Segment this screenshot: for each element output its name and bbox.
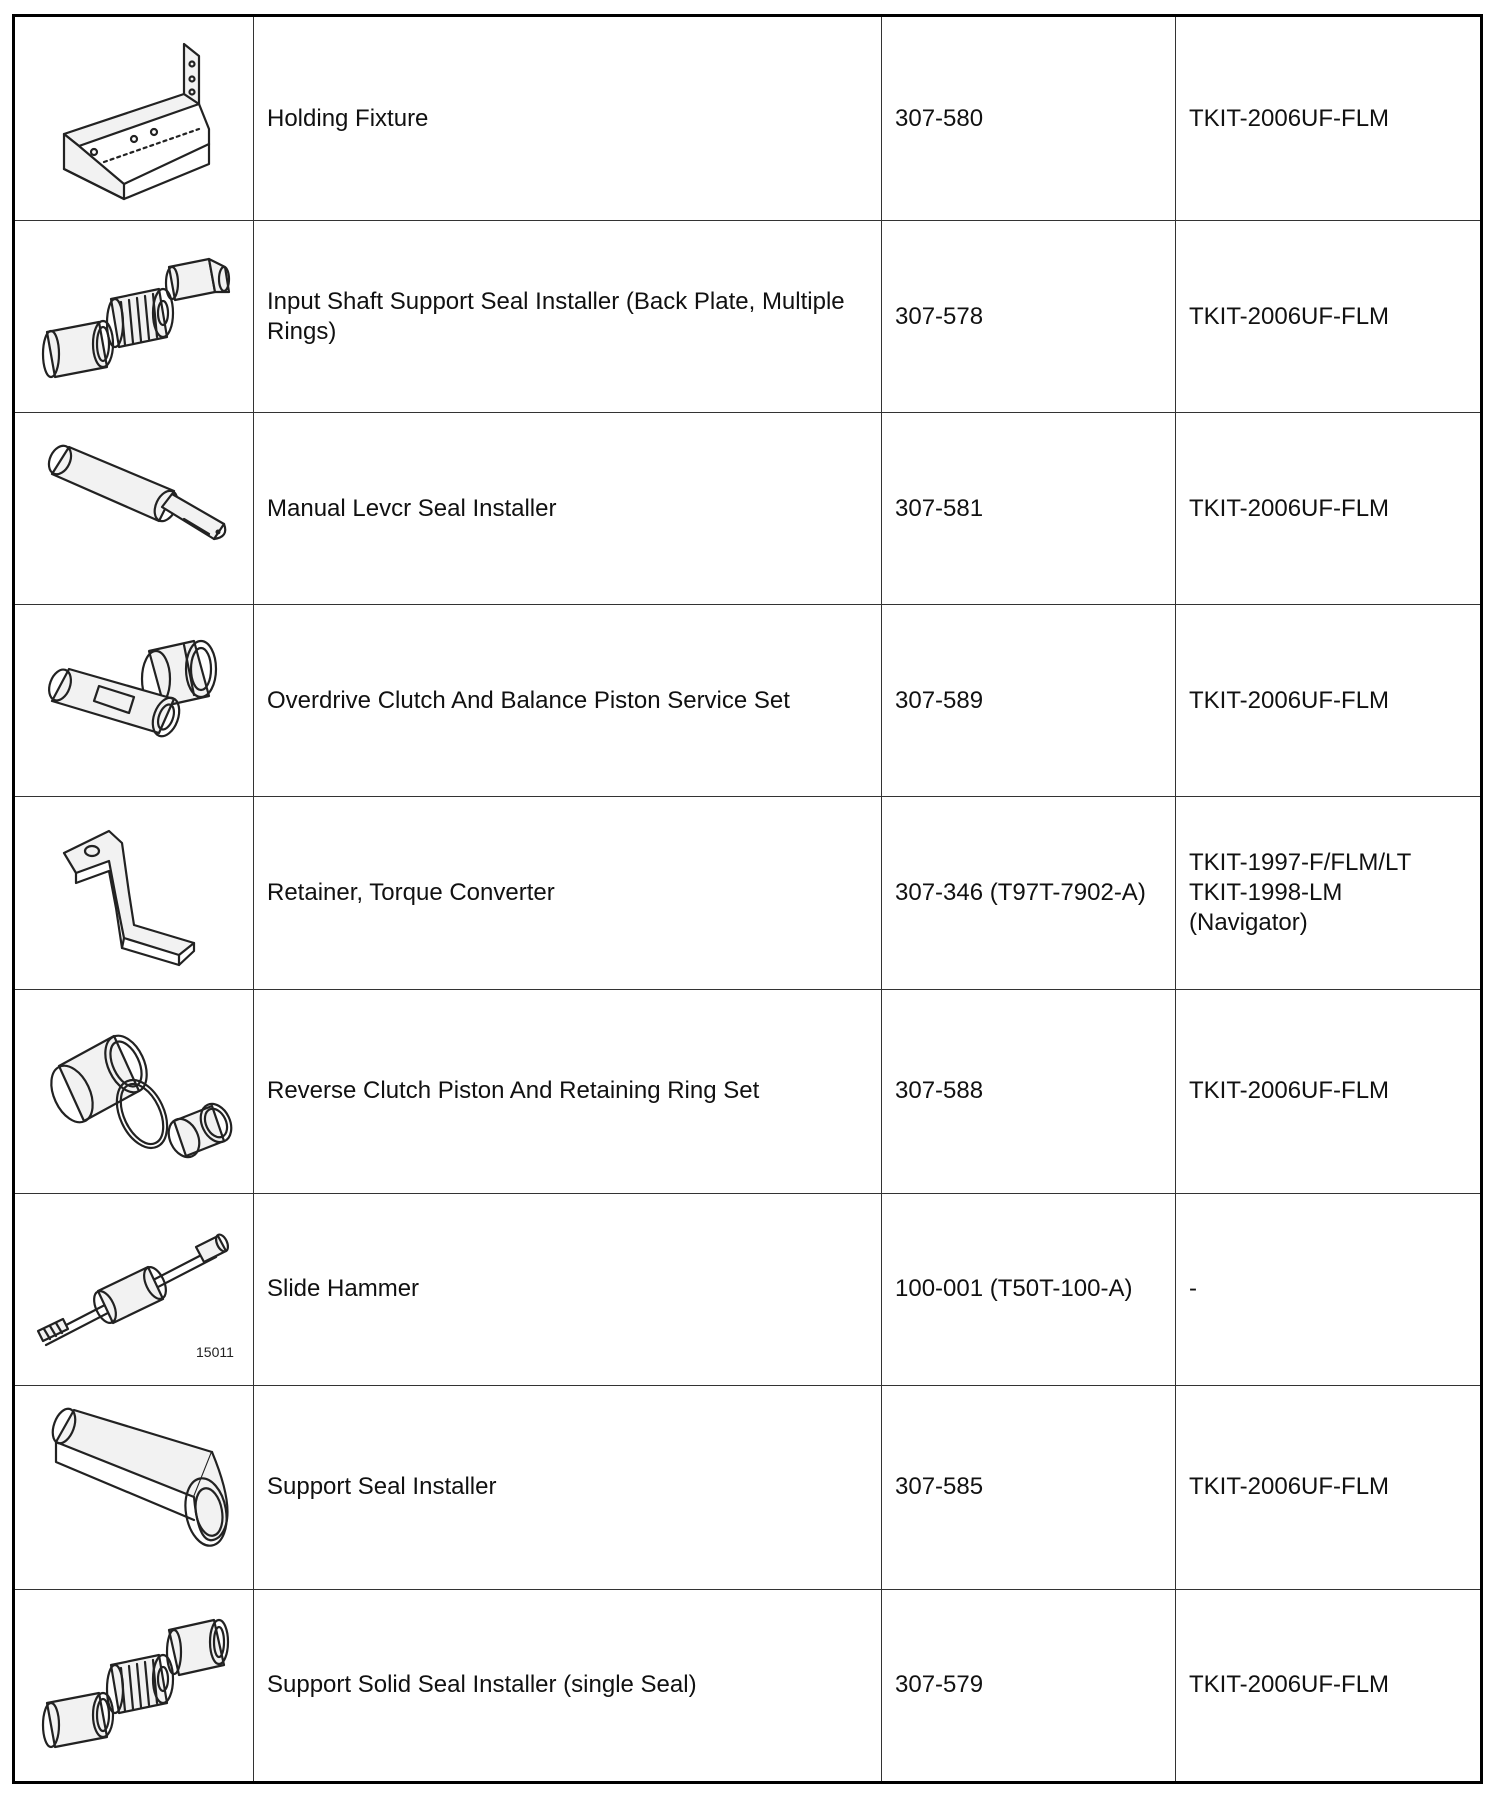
tool-kit: TKIT-2006UF-FLM [1176,1589,1482,1782]
tool-number: 307-589 [882,605,1176,797]
manual-lever-seal-installer-icon [34,429,234,589]
table-row [14,1193,1482,1385]
tool-name: Support Seal Installer [254,1385,882,1589]
tool-number: 307-346 (T97T-7902-A) [882,797,1176,989]
tool-number: 307-588 [882,989,1176,1193]
tool-number: 307-580 [882,16,1176,221]
tool-number: 307-585 [882,1385,1176,1589]
figure-number: 15011 [196,1344,234,1361]
tool-kit: TKIT-2006UF-FLM [1176,221,1482,413]
tool-kit: - [1176,1193,1482,1385]
holding-fixture-icon [34,34,234,204]
special-tools-table [12,14,1483,1784]
tool-kit-line: (Navigator) [1189,908,1308,936]
tool-illustration-cell [14,1589,254,1782]
tool-illustration-cell [14,221,254,413]
tool-name: Retainer, Torque Converter [254,797,882,989]
tool-number: 307-579 [882,1589,1176,1782]
tool-kit: TKIT-2006UF-FLM [1176,1385,1482,1589]
table-row [14,1589,1482,1782]
table-row [14,1385,1482,1589]
tool-illustration-cell [14,1385,254,1589]
tool-illustration-cell [14,989,254,1193]
slide-hammer-icon [28,1209,248,1369]
tool-illustration-cell [14,605,254,797]
tool-number: 100-001 (T50T-100-A) [882,1193,1176,1385]
input-shaft-seal-installer-icon [29,237,239,397]
tool-name: Holding Fixture [254,16,882,221]
tool-name: Slide Hammer [254,1193,882,1385]
tool-table-sheet [12,14,1480,1784]
tool-number: 307-578 [882,221,1176,413]
tool-name: Support Solid Seal Installer (single Seal) [254,1589,882,1782]
table-row [14,605,1482,797]
support-seal-installer-icon [34,1402,234,1572]
tool-kit: TKIT-2006UF-FLM [1176,989,1482,1193]
tool-name: Reverse Clutch Piston And Retaining Ring Set [254,989,882,1193]
tool-kit-line: TKIT-1997-F/FLM/LT [1189,848,1412,876]
tool-illustration-cell [14,797,254,989]
tool-number: 307-581 [882,413,1176,605]
tool-illustration-cell [14,16,254,221]
tool-kit-line: TKIT-1998-LM [1189,878,1343,906]
tool-kit: TKIT-2006UF-FLM [1176,16,1482,221]
tool-name: Overdrive Clutch And Balance Piston Service Set [254,605,882,797]
table-row [14,413,1482,605]
tool-kit: TKIT-2006UF-FLM [1176,605,1482,797]
tool-illustration-cell [14,1193,254,1385]
torque-converter-retainer-icon [34,813,234,973]
overdrive-clutch-service-set-icon [34,621,234,781]
tool-name: Manual Levcr Seal Installer [254,413,882,605]
table-row [14,16,1482,221]
table-row [14,797,1482,989]
table-row [14,989,1482,1193]
tool-kit: TKIT-2006UF-FLM [1176,413,1482,605]
tool-name: Input Shaft Support Seal Installer (Back Plate, Multiple Rings) [254,221,882,413]
support-solid-seal-installer-icon [29,1605,239,1765]
tool-illustration-cell [14,413,254,605]
table-row [14,221,1482,413]
tool-kit [1176,797,1482,989]
reverse-clutch-ring-set-icon [34,1006,234,1176]
